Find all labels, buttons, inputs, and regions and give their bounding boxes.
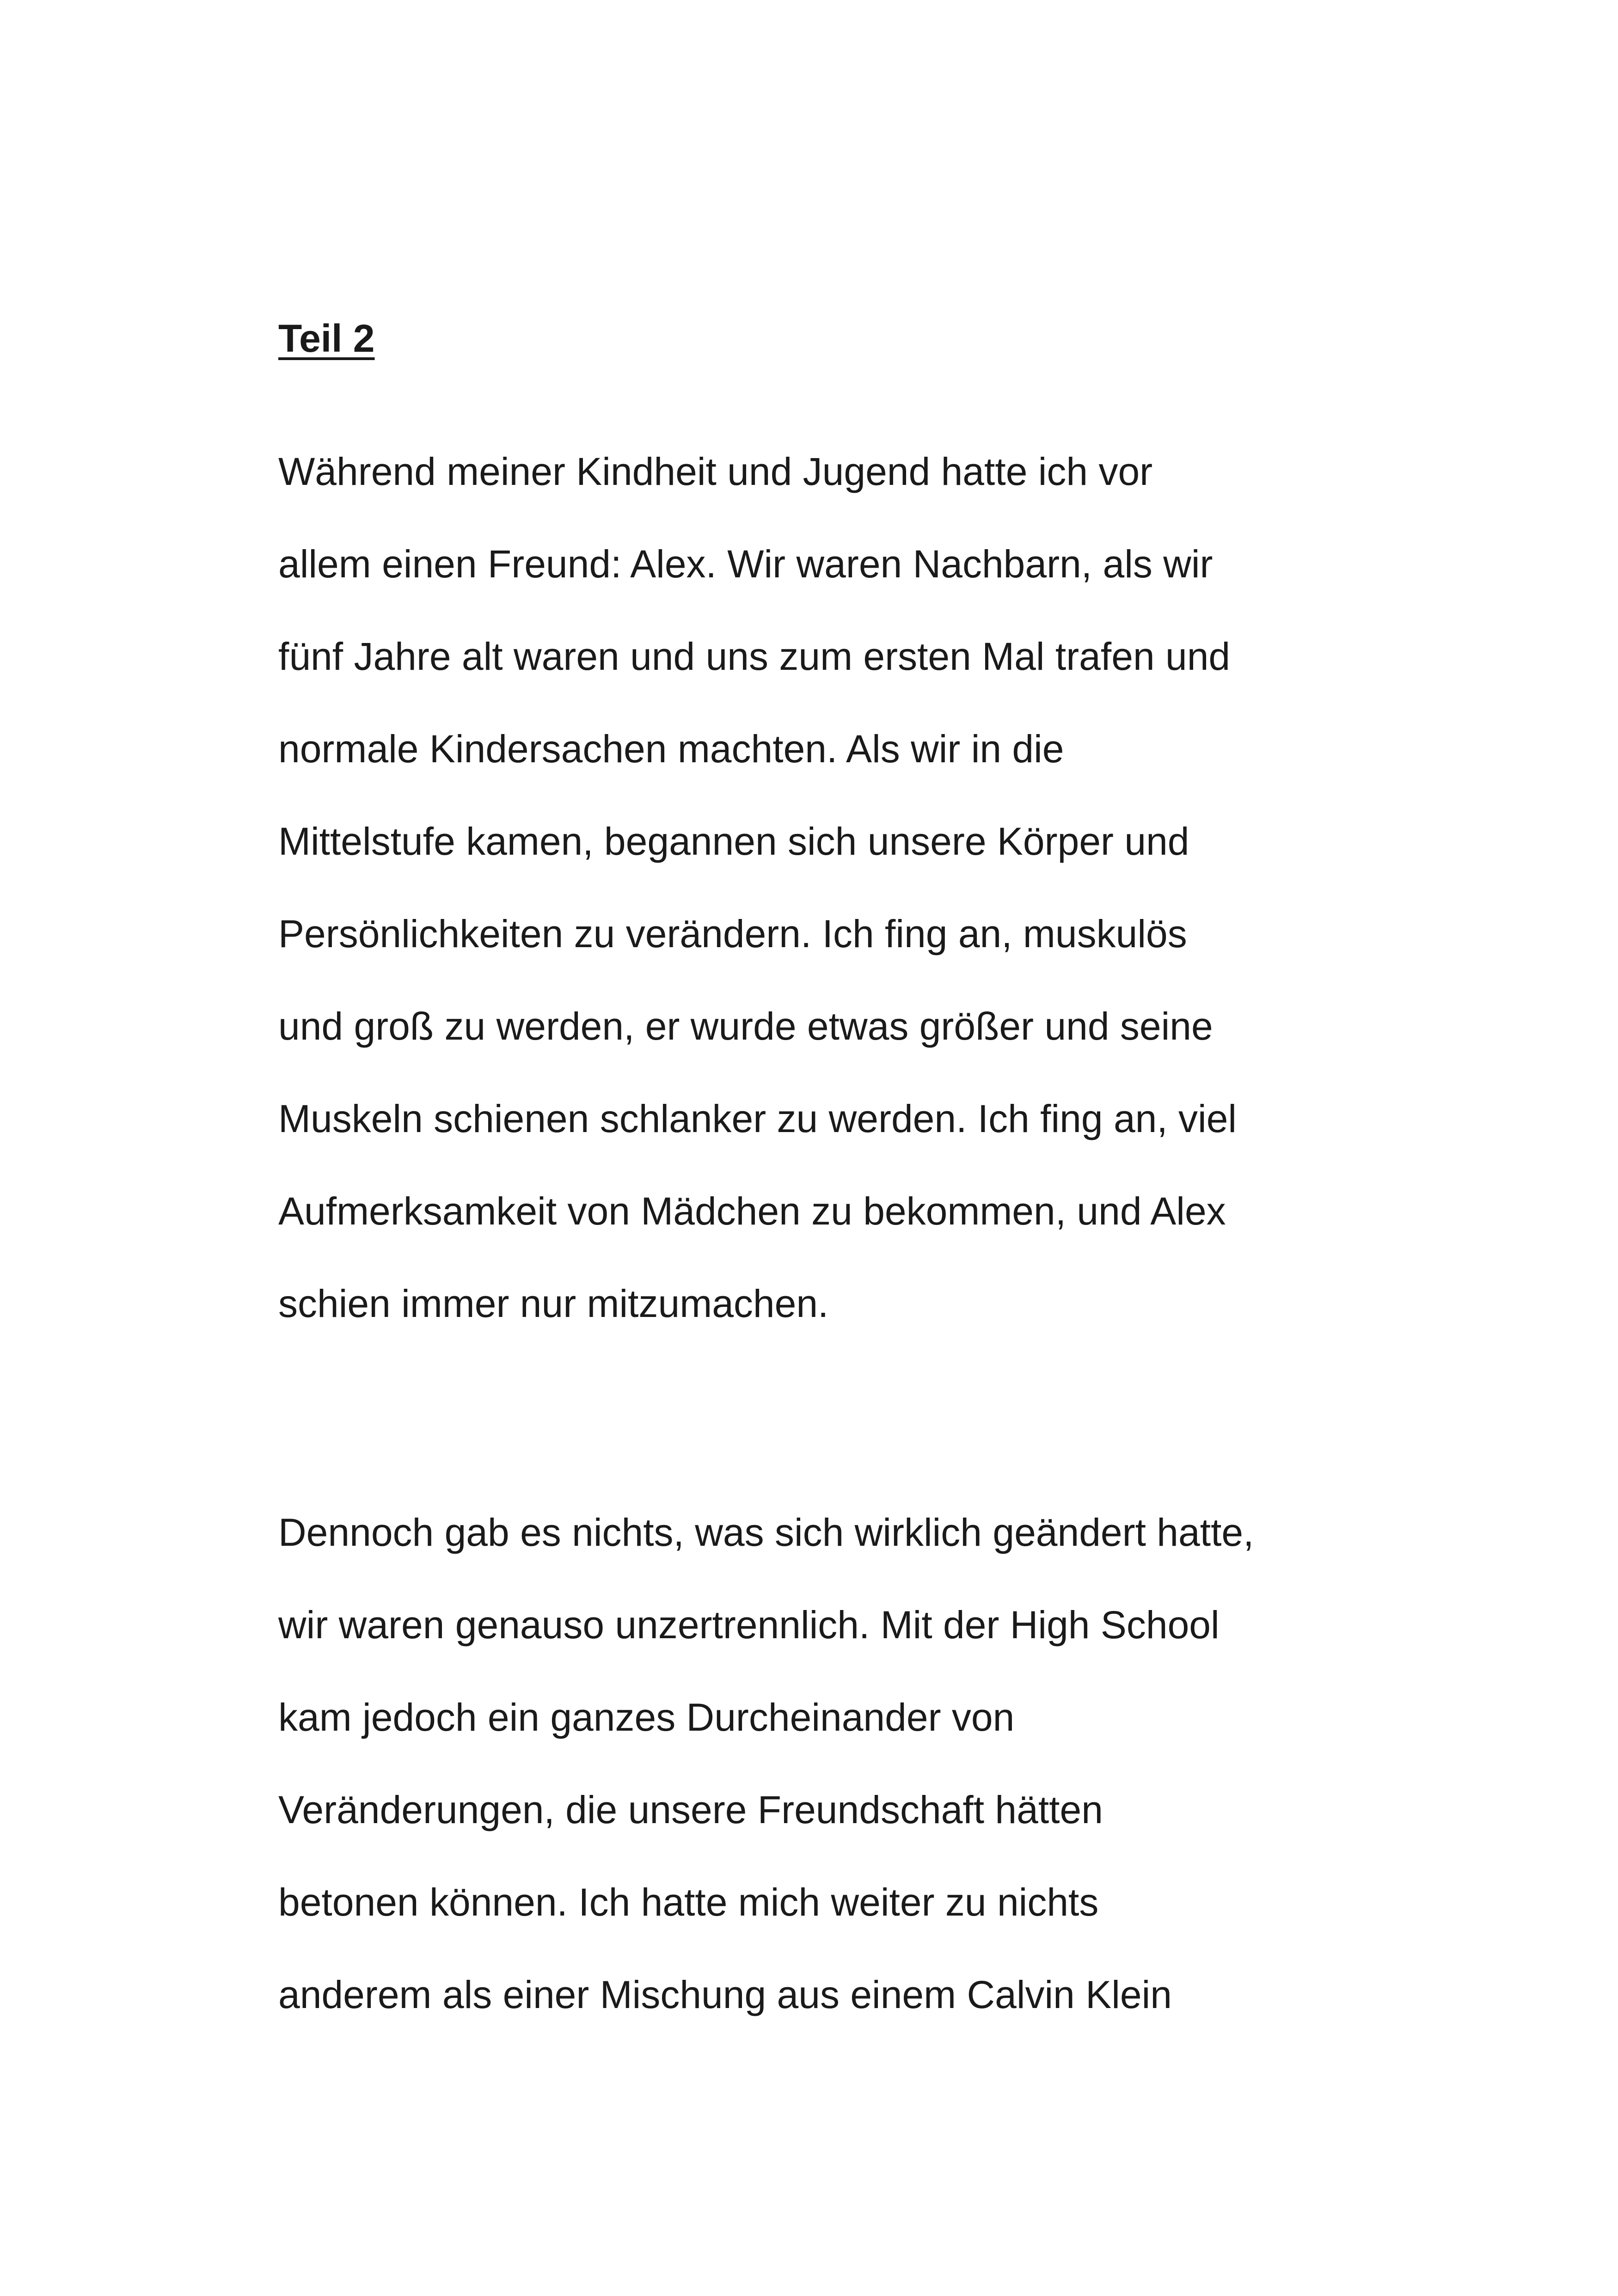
text-line: wir waren genauso unzertrennlich. Mit der High School [278,1603,1220,1647]
text-line: Muskeln schienen schlanker zu werden. Ich fing an, viel [278,1097,1237,1140]
text-line: Dennoch gab es nichts, was sich wirklich geändert hatte, [278,1511,1254,1554]
text-line: Veränderungen, die unsere Freundschaft hätten [278,1788,1103,1831]
section-heading: Teil 2 [278,317,375,360]
text-line: schien immer nur mitzumachen. [278,1282,829,1325]
text-line: betonen können. Ich hatte mich weiter zu nichts [278,1880,1099,1924]
text-line: allem einen Freund: Alex. Wir waren Nachbarn, als wir [278,542,1213,586]
text-line: Mittelstufe kamen, begannen sich unsere Körper und [278,820,1189,863]
text-line: Persönlichkeiten zu verändern. Ich fing an, muskulös [278,912,1187,955]
paragraph-2 [278,1486,1388,2041]
text-line: Aufmerksamkeit von Mädchen zu bekommen, und Alex [278,1189,1226,1233]
text-line: normale Kindersachen machten. Als wir in die [278,727,1064,771]
text-line: und groß zu werden, er wurde etwas größer und seine [278,1004,1213,1048]
text-line: fünf Jahre alt waren und uns zum ersten Mal trafen und [278,635,1231,678]
text-line: anderem als einer Mischung aus einem Calvin Klein [278,1973,1172,2016]
text-line: kam jedoch ein ganzes Durcheinander von [278,1696,1015,1739]
paragraph-1 [278,425,1388,1350]
text-line: Während meiner Kindheit und Jugend hatte ich vor [278,450,1153,493]
